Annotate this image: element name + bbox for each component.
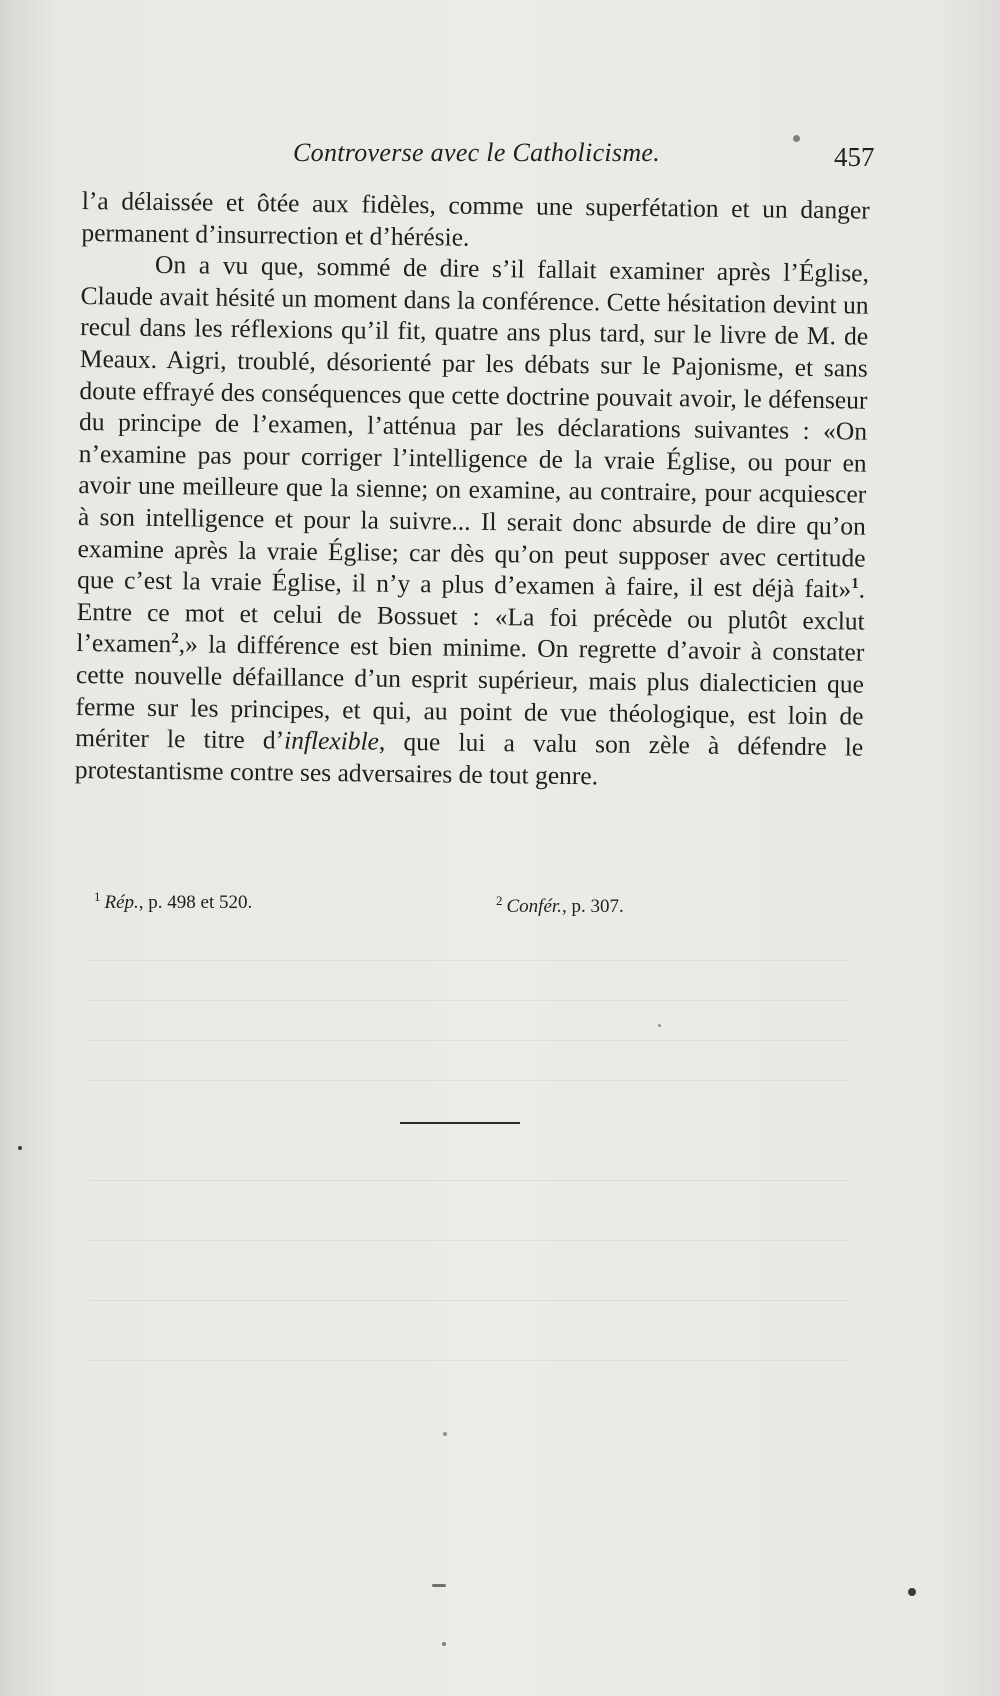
footnotes bbox=[0, 888, 1000, 922]
paragraph-2 bbox=[75, 248, 870, 795]
show-through-line bbox=[90, 1040, 850, 1041]
text-segment: . Entre ce mot et celui de Bossuet : «La foi précède ou plutôt exclut l’examen bbox=[76, 574, 866, 659]
text-segment: ,» la différence est bien minime. On regrette d’avoir à constater cette nouvelle défaillance d’un esprit supérieur, mais plus dialecticien que ferme sur les principes, et qui, au point de vue théologique, est loin de mériter le titre d’ bbox=[75, 629, 865, 755]
footnote-1-pages: , p. 498 et 520. bbox=[138, 892, 253, 913]
text-segment: l’a délaissée et ôtée aux fidèles, comme une superfétation et un danger permanent d’insurrection et d’hérésie. bbox=[81, 185, 870, 252]
print-speck bbox=[793, 135, 800, 142]
page-header bbox=[0, 138, 1000, 178]
show-through-line bbox=[90, 1300, 850, 1301]
page-number: 457 bbox=[834, 142, 875, 172]
text-segment: , que lui a valu son zèle à défendre le protestantisme contre ses adversaires de tout genre. bbox=[74, 726, 864, 791]
show-through-line bbox=[90, 1180, 850, 1181]
footnote-2 bbox=[496, 892, 624, 918]
print-speck bbox=[908, 1588, 916, 1596]
footnote-2-reference: Confér. bbox=[506, 896, 562, 917]
end-rule bbox=[400, 1122, 520, 1124]
print-speck bbox=[18, 1146, 22, 1150]
paragraph-1 bbox=[81, 185, 870, 258]
footnote-marker: 1 bbox=[851, 576, 859, 593]
footnote-1-reference: Rép. bbox=[104, 892, 139, 913]
running-title: Controverse avec le Catholicisme. bbox=[293, 138, 661, 167]
footnote-1-number: 1 bbox=[94, 888, 101, 904]
text-segment: On a vu que, sommé de dire s’il fallait examiner après l’Église, Claude avait hésité un moment dans la conférence. Cette hésitation devint un recul dans les réflexions qu’il fit, quatre ans plus tard, sur le livre de M. de Meaux. Aigri, troublé, désorienté par les débats sur le Pajonisme, et sans doute effrayé des conséquences que cette doctrine pouvait avoir, le défenseur du principe de l’examen, l’atténua par les déclarations suivantes : «On n’examine pas pour corriger l’intelligence de la vraie Église, ou pour en avoir une meilleure que la sienne; on examine, au contraire, pour acquiescer à son intelligence et pour la suivre... Il serait donc absurde de dire qu’on examine après la vraie Église; car dès qu’on peut supposer avec certitude que c’est la vraie Église, il n’y a plus d’examen à faire, il est déjà fait» bbox=[77, 250, 870, 604]
show-through-line bbox=[90, 1360, 850, 1361]
print-speck bbox=[442, 1642, 446, 1646]
show-through-line bbox=[90, 1240, 850, 1241]
italic-text: inflexible bbox=[283, 725, 380, 756]
print-speck bbox=[432, 1584, 446, 1587]
body-text bbox=[75, 185, 870, 795]
show-through-line bbox=[90, 1080, 850, 1081]
show-through-line bbox=[90, 960, 850, 961]
footnote-marker: 2 bbox=[171, 630, 179, 648]
footnote-2-pages: , p. 307. bbox=[561, 896, 624, 917]
show-through-line bbox=[90, 1000, 850, 1001]
print-speck bbox=[443, 1432, 447, 1436]
footnote-1 bbox=[94, 888, 253, 914]
footnote-2-number: 2 bbox=[496, 892, 503, 908]
print-speck bbox=[658, 1024, 661, 1027]
